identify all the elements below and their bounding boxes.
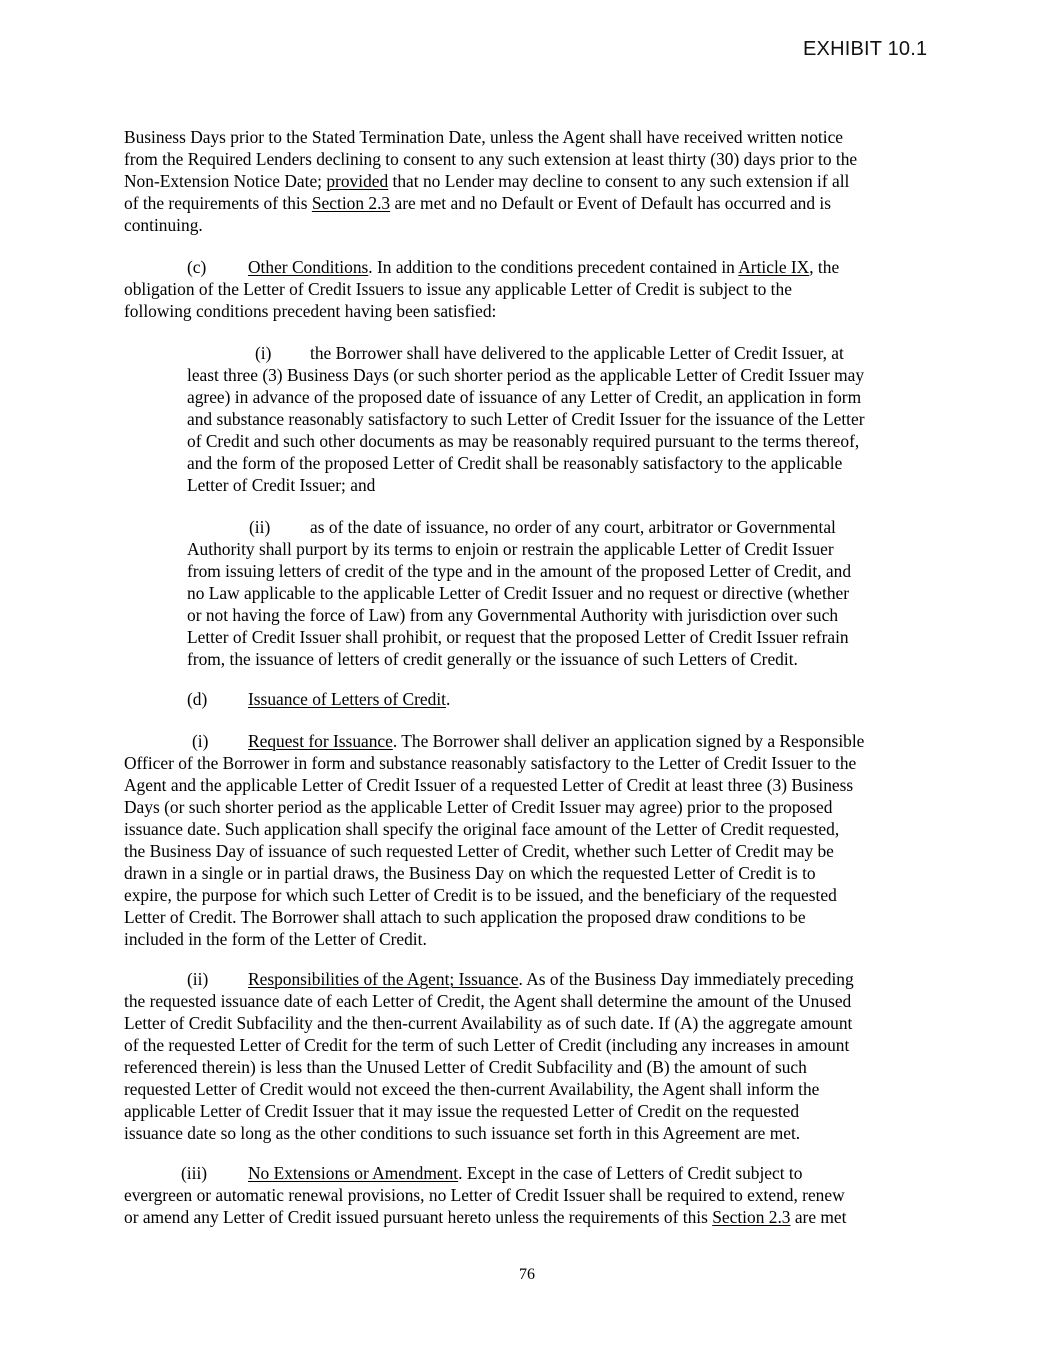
text-span: Non-Extension Notice Date; <box>124 171 327 191</box>
text-line <box>255 342 844 364</box>
text-line: included in the form of the Letter of Credit. <box>124 929 427 949</box>
text-line: or not having the force of Law) from any Governmental Authority with jurisdiction over such <box>187 605 839 625</box>
text-line: applicable Letter of Credit Issuer that it may issue the requested Letter of Credit on the requested <box>124 1101 800 1121</box>
text-line: of the requested Letter of Credit for the term of such Letter of Credit (including any increases in amount <box>124 1035 850 1055</box>
text-line <box>187 968 854 990</box>
text-line: requested Letter of Credit would not exceed the then-current Availability, the Agent shall inform the <box>124 1079 820 1099</box>
text-span: as of the date of issuance, no order of any court, arbitrator or Governmental <box>310 517 836 537</box>
text-line <box>249 516 836 538</box>
text-line: continuing. <box>124 215 203 235</box>
text-span: . As of the Business Day immediately preceding <box>518 969 854 989</box>
section-reference-link: Section 2.3 <box>311 193 391 213</box>
section-heading: Responsibilities of the Agent; Issuance <box>248 969 519 989</box>
text-line <box>187 688 450 710</box>
text-span: or amend any Letter of Credit issued pursuant hereto unless the requirements of this <box>124 1207 713 1227</box>
section-heading: Request for Issuance <box>248 731 393 751</box>
text-line: Business Days prior to the Stated Termination Date, unless the Agent shall have received written notice <box>124 127 844 147</box>
item-number: (iii) <box>181 1163 208 1183</box>
text-line: Agent and the applicable Letter of Credit Issuer of a requested Letter of Credit at least three (3) Business <box>124 775 854 795</box>
text-line: from, the issuance of letters of credit generally or the issuance of such Letters of Credit. <box>187 649 798 669</box>
section-reference-link: Section 2.3 <box>712 1207 791 1227</box>
text-span: . The Borrower shall deliver an application signed by a Responsible <box>392 731 865 751</box>
text-line <box>181 1162 802 1184</box>
text-line <box>124 192 831 214</box>
text-span: . Except in the case of Letters of Credit subject to <box>458 1163 803 1183</box>
text-line: from issuing letters of credit of the type and in the amount of the proposed Letter of Credit, and <box>187 561 852 581</box>
item-number: (d) <box>187 689 208 709</box>
text-line: and substance reasonably satisfactory to such Letter of Credit Issuer for the issuance of the Letter <box>187 409 865 429</box>
text-span: that no Lender may decline to consent to any such extension if all <box>388 171 850 191</box>
text-line <box>192 730 864 752</box>
text-line: agree) in advance of the proposed date of issuance of any Letter of Credit, an application in form <box>187 387 862 407</box>
text-line: Letter of Credit Issuer shall prohibit, or request that the proposed Letter of Credit Issuer refrain <box>187 627 849 647</box>
text-span: , the <box>809 257 840 277</box>
section-heading: Other Conditions <box>248 257 369 277</box>
item-number: (ii) <box>187 969 209 989</box>
text-line: Letter of Credit Issuer; and <box>187 475 376 495</box>
section-heading: No Extensions or Amendment <box>248 1163 459 1183</box>
text-line: issuance date. Such application shall specify the original face amount of the Letter of Credit requested, <box>124 819 840 839</box>
text-line: Officer of the Borrower in form and substance reasonably satisfactory to the Letter of Credit Issuer to the <box>124 753 857 773</box>
text-line: issuance date so long as the other conditions to such issuance set forth in this Agreement are met. <box>124 1123 801 1143</box>
text-line: the Business Day of issuance of such requested Letter of Credit, whether such Letter of Credit may be <box>124 841 834 861</box>
text-span: are met and no Default or Event of Default has occurred and is <box>390 193 831 213</box>
text-line <box>124 1206 847 1228</box>
text-line: the requested issuance date of each Letter of Credit, the Agent shall determine the amount of the Unused <box>124 991 852 1011</box>
text-line <box>187 256 839 278</box>
text-span: the Borrower shall have delivered to the applicable Letter of Credit Issuer, at <box>310 343 844 363</box>
text-line: from the Required Lenders declining to consent to any such extension at least thirty (30) days prior to the <box>124 149 858 169</box>
text-line: drawn in a single or in partial draws, the Business Day on which the requested Letter of Credit is to <box>124 863 816 883</box>
section-heading: Issuance of Letters of Credit <box>248 689 446 709</box>
text-line: following conditions precedent having been satisfied: <box>124 301 497 321</box>
text-line: obligation of the Letter of Credit Issuers to issue any applicable Letter of Credit is subject to the <box>124 279 792 299</box>
text-line: Letter of Credit. The Borrower shall attach to such application the proposed draw conditions to be <box>124 907 806 927</box>
text-line: Letter of Credit Subfacility and the then-current Availability as of such date. If (A) the aggregate amount <box>124 1013 853 1033</box>
text-line <box>124 170 849 192</box>
item-number: (ii) <box>249 517 271 537</box>
text-span: . <box>446 689 451 709</box>
provided-term: provided <box>326 171 389 191</box>
text-line: Days (or such shorter period as the applicable Letter of Credit Issuer may agree) prior to the proposed <box>124 797 833 817</box>
text-line: expire, the purpose for which such Letter of Credit is to be issued, and the beneficiary of the requested <box>124 885 837 905</box>
text-line: and the form of the proposed Letter of Credit shall be reasonably satisfactory to the applicable <box>187 453 843 473</box>
item-number: (i) <box>192 731 209 751</box>
page-number: 76 <box>519 1266 535 1283</box>
item-number: (i) <box>255 343 272 363</box>
text-line: of Credit and such other documents as may be reasonably required pursuant to the terms thereof, <box>187 431 860 451</box>
text-span: of the requirements of this <box>124 193 312 213</box>
item-number: (c) <box>187 257 207 277</box>
text-line: evergreen or automatic renewal provisions, no Letter of Credit Issuer shall be required to extend, renew <box>124 1185 845 1205</box>
exhibit-label: EXHIBIT 10.1 <box>803 38 928 60</box>
article-reference-link: Article IX <box>738 257 810 277</box>
text-line: referenced therein) is less than the Unused Letter of Credit Subfacility and (B) the amount of such <box>124 1057 807 1077</box>
text-line: no Law applicable to the applicable Letter of Credit Issuer and no request or directive (whether <box>187 583 850 603</box>
text-line: Authority shall purport by its terms to enjoin or restrain the applicable Letter of Credit Issuer <box>187 539 834 559</box>
text-span: . In addition to the conditions precedent contained in <box>368 257 739 277</box>
text-line: least three (3) Business Days (or such shorter period as the applicable Letter of Credit Issuer may <box>187 365 865 385</box>
text-span: are met <box>790 1207 847 1227</box>
